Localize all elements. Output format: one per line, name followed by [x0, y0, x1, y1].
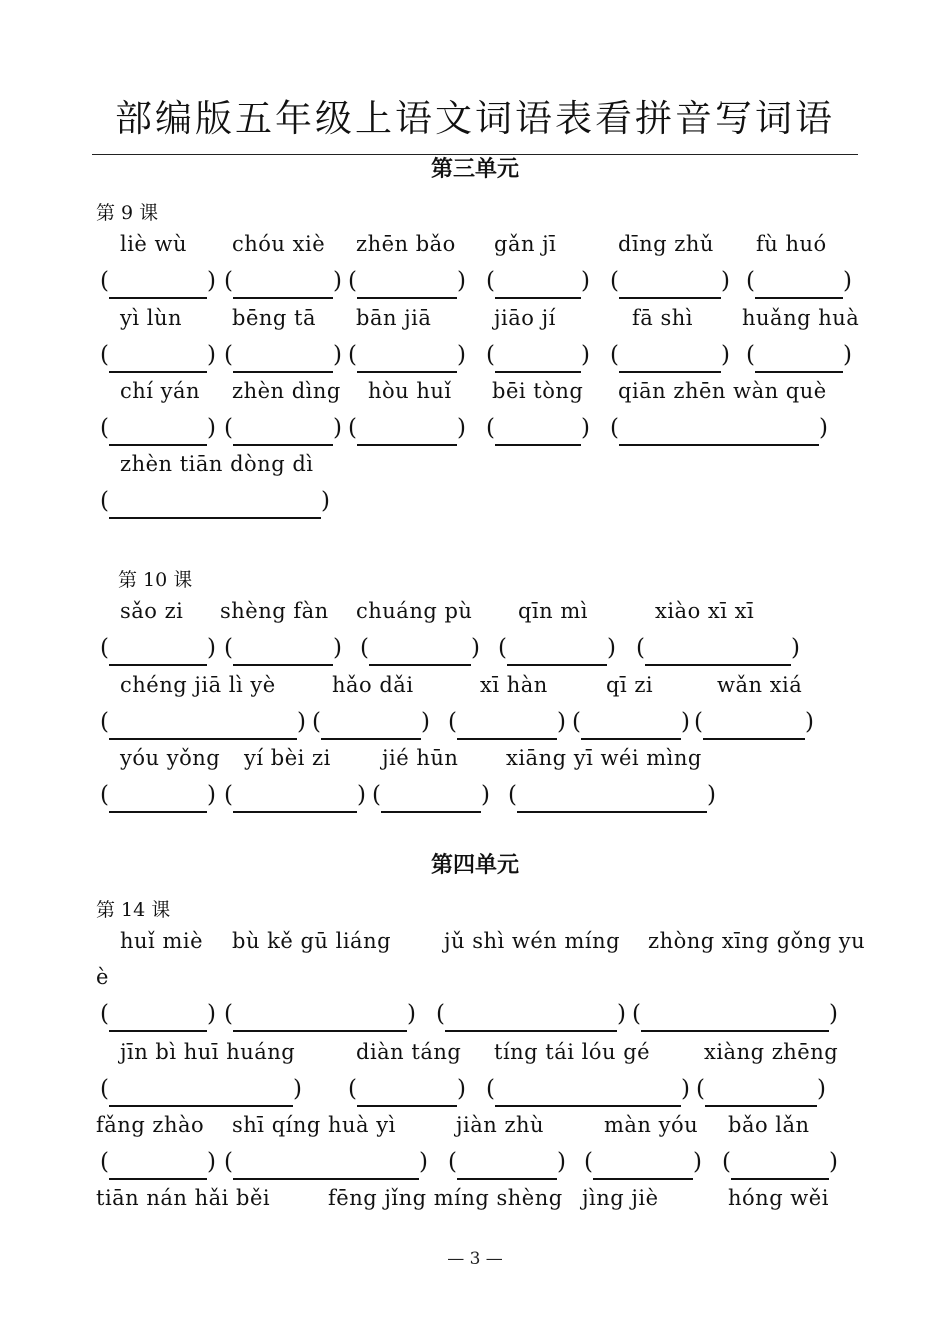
write-line[interactable] — [233, 1030, 407, 1032]
close-paren: ) — [421, 709, 430, 735]
open-paren: ( — [348, 415, 357, 441]
answer-blank[interactable] — [498, 633, 616, 669]
answer-blank[interactable] — [100, 1147, 216, 1183]
pinyin-prompt: bān jiā — [356, 306, 432, 330]
write-line[interactable] — [641, 1030, 829, 1032]
answer-blank[interactable] — [486, 340, 590, 376]
write-line[interactable] — [109, 811, 207, 813]
open-paren: ( — [348, 342, 357, 368]
answer-blank[interactable] — [448, 1147, 566, 1183]
write-line[interactable] — [357, 297, 457, 299]
pinyin-prompt: qī zi — [606, 673, 654, 697]
answer-blank[interactable] — [486, 413, 590, 449]
answer-blank[interactable] — [224, 413, 342, 449]
answer-blank[interactable] — [348, 1074, 466, 1110]
answer-blank[interactable] — [348, 266, 466, 302]
open-paren: ( — [348, 268, 357, 294]
write-line[interactable] — [457, 1178, 557, 1180]
answer-blank[interactable] — [224, 633, 342, 669]
pinyin-prompt: dīng zhǔ — [618, 232, 714, 256]
open-paren: ( — [100, 1001, 109, 1027]
open-paren: ( — [348, 1076, 357, 1102]
write-line[interactable] — [703, 738, 805, 740]
open-paren: ( — [224, 342, 233, 368]
pinyin-prompt: yì lùn — [120, 306, 183, 330]
write-line[interactable] — [357, 371, 457, 373]
open-paren: ( — [746, 268, 755, 294]
close-paren: ) — [333, 268, 342, 294]
open-paren: ( — [224, 782, 233, 808]
open-paren: ( — [632, 1001, 641, 1027]
close-paren: ) — [581, 268, 590, 294]
close-paren: ) — [207, 1001, 216, 1027]
lesson-label: 第 9 课 — [96, 202, 159, 224]
answer-blank[interactable] — [360, 633, 480, 669]
write-line[interactable] — [109, 444, 207, 446]
open-paren: ( — [610, 268, 619, 294]
answer-blank[interactable] — [722, 1147, 838, 1183]
answer-blank[interactable] — [100, 707, 306, 743]
pinyin-prompt: huǐ miè — [120, 929, 203, 953]
answer-blank[interactable] — [348, 413, 466, 449]
answer-blank[interactable] — [572, 707, 690, 743]
answer-blank[interactable] — [584, 1147, 702, 1183]
close-paren: ) — [207, 342, 216, 368]
write-line[interactable] — [507, 664, 607, 666]
close-paren: ) — [557, 709, 566, 735]
lesson-label: 第 10 课 — [118, 569, 193, 591]
write-line[interactable] — [233, 297, 333, 299]
pinyin-prompt: liè wù — [120, 232, 188, 256]
close-paren: ) — [321, 488, 330, 514]
write-line[interactable] — [321, 738, 421, 740]
pinyin-prompt: hǎo dǎi — [332, 673, 414, 697]
open-paren: ( — [722, 1149, 731, 1175]
open-paren: ( — [610, 342, 619, 368]
open-paren: ( — [224, 1149, 233, 1175]
answer-blank[interactable] — [746, 266, 852, 302]
write-line[interactable] — [495, 297, 581, 299]
answer-blank[interactable] — [348, 340, 466, 376]
write-line[interactable] — [109, 517, 321, 519]
close-paren: ) — [293, 1076, 302, 1102]
pinyin-prompt: jīn bì huī huáng — [120, 1040, 296, 1064]
close-paren: ) — [333, 635, 342, 661]
close-paren: ) — [721, 342, 730, 368]
open-paren: ( — [486, 1076, 495, 1102]
pinyin-prompt: shèng fàn — [220, 599, 329, 623]
close-paren: ) — [207, 782, 216, 808]
open-paren: ( — [224, 268, 233, 294]
pinyin-prompt: fā shì — [632, 306, 693, 330]
pinyin-prompt: yóu yǒng — [120, 746, 221, 770]
open-paren: ( — [100, 709, 109, 735]
close-paren: ) — [207, 415, 216, 441]
open-paren: ( — [746, 342, 755, 368]
close-paren: ) — [407, 1001, 416, 1027]
answer-blank[interactable] — [636, 633, 800, 669]
close-paren: ) — [707, 782, 716, 808]
open-paren: ( — [448, 709, 457, 735]
close-paren: ) — [829, 1001, 838, 1027]
close-paren: ) — [681, 1076, 690, 1102]
close-paren: ) — [297, 709, 306, 735]
close-paren: ) — [207, 268, 216, 294]
pinyin-prompt: xiāng yī wéi mìng — [506, 746, 702, 770]
close-paren: ) — [819, 415, 828, 441]
answer-blank[interactable] — [100, 340, 216, 376]
write-line[interactable] — [495, 444, 581, 446]
pinyin-prompt: jiàn zhù — [456, 1113, 545, 1137]
answer-blank[interactable] — [224, 999, 416, 1035]
answer-blank[interactable] — [224, 340, 342, 376]
answer-blank[interactable] — [224, 1147, 428, 1183]
pinyin-prompt: fǎng zhào — [96, 1113, 205, 1137]
pinyin-prompt: zhòng xīng gǒng yu — [648, 929, 866, 953]
pinyin-prompt: bǎo lǎn — [728, 1113, 810, 1137]
open-paren: ( — [572, 709, 581, 735]
write-line[interactable] — [495, 371, 581, 373]
answer-blank[interactable] — [100, 486, 330, 522]
pinyin-prompt: diàn táng — [356, 1040, 462, 1064]
close-paren: ) — [457, 342, 466, 368]
unit-heading: 第三单元 — [430, 157, 519, 182]
pinyin-prompt: qīn mì — [518, 599, 588, 623]
write-line[interactable] — [357, 1105, 457, 1107]
pinyin-prompt: xī hàn — [480, 673, 548, 697]
answer-blank[interactable] — [448, 707, 566, 743]
answer-blank[interactable] — [224, 780, 366, 816]
write-line[interactable] — [109, 1178, 207, 1180]
open-paren: ( — [100, 268, 109, 294]
page-title: 部编版五年级上语文词语表看拼音写词语 — [115, 97, 835, 140]
pinyin-prompt: fù huó — [756, 232, 827, 256]
close-paren: ) — [481, 782, 490, 808]
answer-blank[interactable] — [610, 266, 730, 302]
pinyin-prompt: tíng tái lóu gé — [494, 1040, 651, 1064]
write-line[interactable] — [109, 1030, 207, 1032]
pinyin-prompt: zhēn bǎo — [356, 232, 456, 256]
open-paren: ( — [610, 415, 619, 441]
write-line[interactable] — [619, 297, 721, 299]
pinyin-prompt: huǎng huà — [742, 306, 860, 330]
close-paren: ) — [843, 342, 852, 368]
pinyin-prompt: hòu huǐ — [368, 379, 452, 403]
answer-blank[interactable] — [746, 340, 852, 376]
write-line[interactable] — [619, 371, 721, 373]
write-line[interactable] — [233, 444, 333, 446]
write-line[interactable] — [619, 444, 819, 446]
pinyin-prompt: chí yán — [120, 379, 201, 403]
open-paren: ( — [100, 415, 109, 441]
write-line[interactable] — [109, 297, 207, 299]
answer-blank[interactable] — [610, 413, 828, 449]
answer-blank[interactable] — [508, 780, 716, 816]
write-line[interactable] — [369, 664, 471, 666]
write-line[interactable] — [445, 1030, 617, 1032]
write-line[interactable] — [645, 664, 791, 666]
close-paren: ) — [791, 635, 800, 661]
pinyin-prompt: chéng jiā lì yè — [120, 673, 276, 697]
unit-heading: 第四单元 — [430, 853, 519, 878]
page-number: — 3 — — [447, 1249, 503, 1269]
close-paren: ) — [805, 709, 814, 735]
close-paren: ) — [581, 415, 590, 441]
write-line[interactable] — [233, 371, 333, 373]
pinyin-prompt: xiào xī xī — [655, 599, 755, 623]
write-line[interactable] — [109, 371, 207, 373]
close-paren: ) — [817, 1076, 826, 1102]
close-paren: ) — [721, 268, 730, 294]
open-paren: ( — [436, 1001, 445, 1027]
open-paren: ( — [224, 415, 233, 441]
open-paren: ( — [508, 782, 517, 808]
pinyin-prompt: zhèn tiān dòng dì — [120, 452, 314, 476]
close-paren: ) — [333, 415, 342, 441]
close-paren: ) — [471, 635, 480, 661]
open-paren: ( — [360, 635, 369, 661]
close-paren: ) — [457, 415, 466, 441]
open-paren: ( — [486, 342, 495, 368]
write-line[interactable] — [381, 811, 481, 813]
open-paren: ( — [498, 635, 507, 661]
close-paren: ) — [457, 1076, 466, 1102]
close-paren: ) — [843, 268, 852, 294]
open-paren: ( — [486, 268, 495, 294]
write-line[interactable] — [755, 297, 843, 299]
open-paren: ( — [100, 342, 109, 368]
write-line[interactable] — [495, 1105, 681, 1107]
pinyin-prompt: tiān nán hǎi běi — [96, 1186, 271, 1210]
write-line[interactable] — [233, 811, 357, 813]
pinyin-prompt: chuáng pù — [356, 599, 473, 623]
answer-blank[interactable] — [224, 266, 342, 302]
close-paren: ) — [457, 268, 466, 294]
answer-blank[interactable] — [100, 1074, 302, 1110]
answer-blank[interactable] — [610, 340, 730, 376]
answer-blank[interactable] — [436, 999, 626, 1035]
write-line[interactable] — [109, 738, 297, 740]
pinyin-prompt: jǔ shì wén míng — [444, 929, 621, 953]
open-paren: ( — [312, 709, 321, 735]
close-paren: ) — [207, 1149, 216, 1175]
pinyin-prompt: bēng tā — [232, 306, 316, 330]
answer-blank[interactable] — [100, 266, 216, 302]
pinyin-prompt: bù kě gū liáng — [232, 929, 392, 953]
write-line[interactable] — [357, 444, 457, 446]
answer-blank[interactable] — [696, 1074, 826, 1110]
pinyin-prompt: shī qíng huà yì — [232, 1113, 396, 1137]
open-paren: ( — [584, 1149, 593, 1175]
open-paren: ( — [100, 635, 109, 661]
open-paren: ( — [372, 782, 381, 808]
answer-blank[interactable] — [632, 999, 838, 1035]
open-paren: ( — [636, 635, 645, 661]
open-paren: ( — [448, 1149, 457, 1175]
answer-blank[interactable] — [100, 999, 216, 1035]
write-line[interactable] — [581, 738, 681, 740]
write-line[interactable] — [755, 371, 843, 373]
answer-blank[interactable] — [100, 780, 216, 816]
write-line[interactable] — [109, 664, 207, 666]
write-line[interactable] — [517, 811, 707, 813]
pinyin-prompt: wǎn xiá — [717, 673, 803, 697]
close-paren: ) — [681, 709, 690, 735]
write-line[interactable] — [593, 1178, 693, 1180]
answer-blank[interactable] — [312, 707, 430, 743]
pinyin-prompt: màn yóu — [604, 1113, 699, 1137]
write-line[interactable] — [233, 664, 333, 666]
lesson-label: 第 14 课 — [96, 899, 171, 921]
close-paren: ) — [607, 635, 616, 661]
close-paren: ) — [829, 1149, 838, 1175]
close-paren: ) — [557, 1149, 566, 1175]
write-line[interactable] — [233, 1178, 419, 1180]
answer-blank[interactable] — [372, 780, 490, 816]
open-paren: ( — [100, 1076, 109, 1102]
write-line[interactable] — [705, 1105, 817, 1107]
open-paren: ( — [694, 709, 703, 735]
pinyin-prompt: yí bèi zi — [244, 746, 331, 770]
pinyin-prompt: qiān zhēn wàn què — [618, 379, 827, 403]
write-line[interactable] — [109, 1105, 293, 1107]
pinyin-prompt: xiàng zhēng — [704, 1040, 839, 1064]
close-paren: ) — [617, 1001, 626, 1027]
open-paren: ( — [224, 1001, 233, 1027]
pinyin-prompt: jiāo jí — [494, 306, 556, 330]
pinyin-prompt-continuation: è — [96, 965, 109, 989]
pinyin-prompt: chóu xiè — [232, 232, 326, 256]
open-paren: ( — [696, 1076, 705, 1102]
close-paren: ) — [581, 342, 590, 368]
answer-blank[interactable] — [100, 633, 216, 669]
pinyin-prompt: hóng wěi — [728, 1186, 829, 1210]
answer-blank[interactable] — [486, 1074, 690, 1110]
pinyin-prompt: bēi tòng — [492, 379, 584, 403]
close-paren: ) — [419, 1149, 428, 1175]
write-line[interactable] — [731, 1178, 829, 1180]
close-paren: ) — [693, 1149, 702, 1175]
answer-blank[interactable] — [694, 707, 814, 743]
pinyin-prompt: gǎn jī — [494, 232, 557, 256]
open-paren: ( — [100, 782, 109, 808]
answer-blank[interactable] — [100, 413, 216, 449]
open-paren: ( — [486, 415, 495, 441]
close-paren: ) — [207, 635, 216, 661]
write-line[interactable] — [457, 738, 557, 740]
close-paren: ) — [357, 782, 366, 808]
pinyin-prompt: sǎo zi — [120, 599, 184, 623]
open-paren: ( — [100, 1149, 109, 1175]
pinyin-prompt: jìng jiè — [582, 1186, 659, 1210]
open-paren: ( — [224, 635, 233, 661]
open-paren: ( — [100, 488, 109, 514]
close-paren: ) — [333, 342, 342, 368]
pinyin-prompt: jié hūn — [382, 746, 459, 770]
pinyin-prompt: fēng jǐng míng shèng — [328, 1186, 563, 1210]
answer-blank[interactable] — [486, 266, 590, 302]
pinyin-prompt: zhèn dìng — [232, 379, 341, 403]
